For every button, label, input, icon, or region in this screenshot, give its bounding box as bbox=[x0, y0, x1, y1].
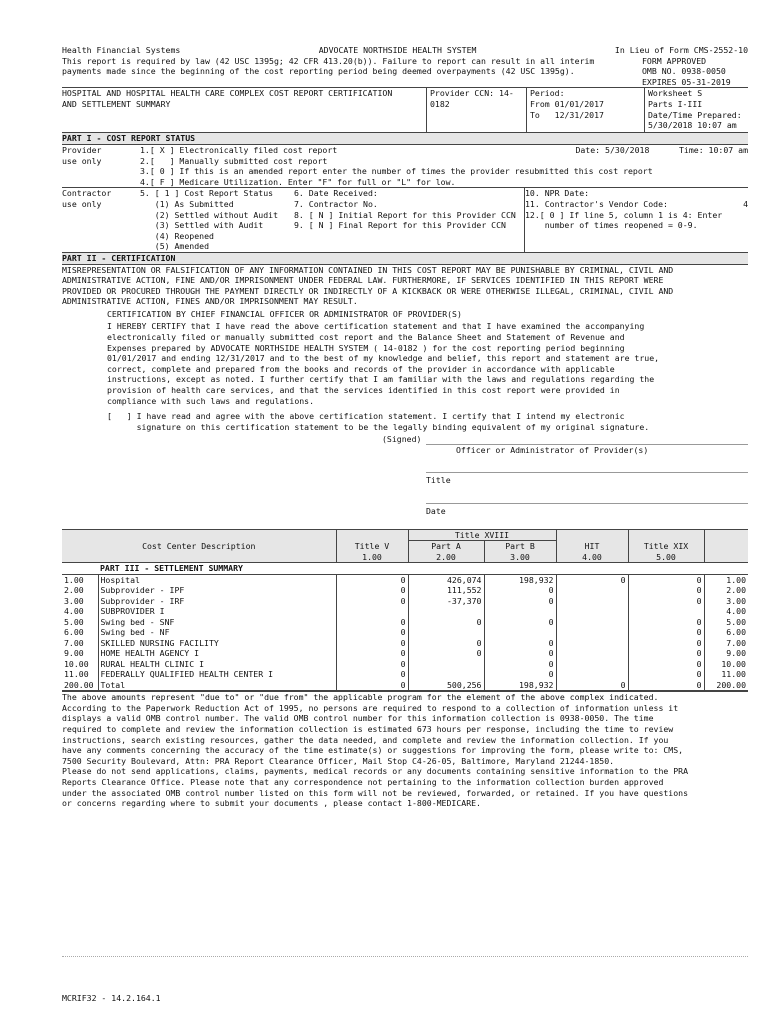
npr-item: 12.[ 0 ] If line 5, column 1 is 4: Enter bbox=[525, 209, 723, 220]
cell-value: 0 bbox=[484, 596, 556, 607]
line-number: 200.00 bbox=[64, 679, 94, 690]
paperwork-line: instructions, search existing resources, gather the data needed, and complete and review the information collection. If you bbox=[62, 734, 669, 745]
settlement-table bbox=[62, 529, 748, 692]
header-line3-text: payments made since the beginning of the cost reporting period being deemed overpayments (42 USC 1395g). bbox=[62, 66, 575, 77]
col-title-xix: Title XIX bbox=[628, 541, 704, 552]
npr-item: 10. NPR Date: bbox=[525, 188, 590, 199]
signature-line[interactable] bbox=[426, 434, 748, 445]
cost-center-desc: Hospital bbox=[98, 574, 336, 585]
period-label: Period: bbox=[530, 88, 565, 99]
status-item: 5. [ 1 ] Cost Report Status bbox=[140, 188, 274, 199]
table-row bbox=[62, 574, 748, 585]
period-to: To 12/31/2017 bbox=[530, 109, 604, 120]
cert-heading: CERTIFICATION BY CHIEF FINANCIAL OFFICER OR ADMINISTRATOR OF PROVIDER(S) bbox=[107, 308, 462, 319]
paperwork-line: Reports Clearance Office. Please note that any correspondence not pertaining to the information collection burden approved bbox=[62, 777, 664, 788]
receipt-item: 6. Date Received: bbox=[294, 188, 378, 199]
cert-line: electronically filed or manually submitted cost report and the Balance Sheet and Statement of Revenue and bbox=[107, 332, 625, 343]
provider-use-section bbox=[62, 145, 748, 187]
cell-value: 0 bbox=[336, 617, 408, 628]
item-manual: 2.[ ] Manually submitted cost report bbox=[140, 155, 328, 166]
cell-value: 0 bbox=[556, 680, 628, 691]
bottom-rule bbox=[62, 956, 748, 957]
paperwork-line: under the associated OMB control number listed on this form will not be reviewed, forwarded, or retained. If you have questions bbox=[62, 787, 689, 798]
cell-value: 0 bbox=[336, 585, 408, 596]
col-part-b: Part B bbox=[484, 541, 556, 552]
line-number-right: 7.00 bbox=[704, 638, 748, 649]
status-item: (5) Amended bbox=[140, 241, 210, 252]
vendor-code-row bbox=[525, 199, 748, 210]
warning-line: MISREPRESENTATION OR FALSIFICATION OF ANY INFORMATION CONTAINED IN THIS COST REPORT MAY BE PUNISHABLE BY CRIMINAL, CIVIL AND bbox=[62, 264, 674, 275]
receipt-column bbox=[294, 188, 525, 252]
cert-line: 01/01/2017 and ending 12/31/2017 and to the best of my knowledge and belief, this report and statement are true, bbox=[107, 353, 660, 364]
colnum: 2.00 bbox=[408, 552, 484, 563]
cell-value: 0 bbox=[628, 596, 704, 607]
contractor-use-section bbox=[62, 187, 748, 253]
line-number: 5.00 bbox=[64, 616, 84, 627]
cost-center-desc: RURAL HEALTH CLINIC I bbox=[98, 659, 336, 670]
line-number-right: 4.00 bbox=[704, 606, 748, 617]
cell-value bbox=[556, 606, 628, 617]
cell-value bbox=[408, 669, 484, 680]
cell-value: 0 bbox=[408, 638, 484, 649]
cert-line: compliance with such laws and regulations. bbox=[107, 395, 315, 406]
header-line3 bbox=[62, 66, 748, 77]
line-number-right: 10.00 bbox=[704, 659, 748, 670]
cell-value: 0 bbox=[628, 659, 704, 670]
cell-value bbox=[628, 606, 704, 617]
warning-line: PROVIDED OR PROCURED THROUGH THE PAYMENT DIRECTLY OR INDIRECTLY OF A KICKBACK OR WERE OTHERWISE ILLEGAL, CRIMINAL, CIVIL AND bbox=[62, 285, 674, 296]
cell-value: 0 bbox=[484, 659, 556, 670]
cell-value: 0 bbox=[484, 617, 556, 628]
cell-value: 0 bbox=[336, 638, 408, 649]
cell-value bbox=[556, 585, 628, 596]
line-number: 2.00 bbox=[64, 585, 84, 596]
line-number-right: 2.00 bbox=[704, 585, 748, 596]
line-number-right: 6.00 bbox=[704, 627, 748, 638]
prepared-time: Time: 10:07 am bbox=[678, 144, 748, 155]
table-row bbox=[62, 585, 748, 596]
paperwork-line: required to complete and review the information collection is estimated 673 hours per response, including the time to review bbox=[62, 724, 674, 735]
provider-items bbox=[140, 145, 748, 187]
cell-value: 0 bbox=[484, 648, 556, 659]
cost-center-desc: Subprovider - IPF bbox=[98, 585, 336, 596]
col-desc-header: Cost Center Description bbox=[142, 541, 256, 552]
report-header bbox=[62, 45, 748, 56]
cell-value: 111,552 bbox=[408, 585, 484, 596]
cell-value: 0 bbox=[336, 627, 408, 638]
col-hit: HIT bbox=[556, 541, 628, 552]
cell-value bbox=[556, 596, 628, 607]
cert-line: correct, complete and prepared from the books and records of the provider in accordance with applicable bbox=[107, 363, 615, 374]
date-time-value: 5/30/2018 10:07 am bbox=[648, 120, 737, 131]
footer-code: MCRIF32 - 14.2.164.1 bbox=[62, 993, 161, 1003]
vendor-code-value: 4 bbox=[743, 198, 748, 209]
paperwork-line: Please do not send applications, claims, payments, medical records or any documents containing sensitive information to the PRA bbox=[62, 766, 689, 777]
cell-value: 0 bbox=[336, 659, 408, 670]
header-left: Health Financial Systems bbox=[62, 45, 181, 55]
header-line4 bbox=[62, 77, 748, 88]
cell-value: 0 bbox=[628, 648, 704, 659]
vendor-code-label: 11. Contractor's Vendor Code: bbox=[525, 198, 668, 209]
cell-value: 0 bbox=[336, 680, 408, 691]
contractor-use-only: use only bbox=[62, 198, 102, 209]
receipt-item: 8. [ N ] Initial Report for this Provider CCN bbox=[294, 209, 516, 220]
status-column bbox=[140, 188, 294, 252]
expiry-date: EXPIRES 05-31-2019 bbox=[642, 76, 731, 87]
paperwork-line: 7500 Security Boulevard, Attn: PRA Report Clearance Officer, Mail Stop C4-26-05, Baltimore, Maryland 21244-1850. bbox=[62, 755, 615, 766]
colnum: 5.00 bbox=[628, 552, 704, 563]
cell-value: 0 bbox=[628, 627, 704, 638]
col-title-v: Title V bbox=[336, 541, 408, 552]
colnum: 3.00 bbox=[484, 552, 556, 563]
line-number-right: 11.00 bbox=[704, 669, 748, 680]
header-line2 bbox=[62, 56, 748, 67]
paperwork-line: have any comments concerning the accuracy of the time estimate(s) or suggestions for improving the form, please write to: CMS, bbox=[62, 745, 684, 756]
cell-value: 500,256 bbox=[408, 680, 484, 691]
table-row bbox=[62, 659, 748, 670]
contractor-use-label bbox=[62, 188, 140, 252]
provider-ccn: Provider CCN: 14-0182 bbox=[426, 88, 526, 132]
line-number: 6.00 bbox=[64, 627, 84, 638]
prepared-date-time bbox=[575, 145, 748, 156]
title-line[interactable] bbox=[426, 456, 748, 473]
warning-text bbox=[62, 265, 748, 307]
line-number-right: 200.00 bbox=[704, 680, 748, 691]
provider-label: Provider bbox=[62, 144, 102, 155]
warning-line: ADMINISTRATIVE ACTION, FINES AND/OR IMPRISONMENT MAY RESULT. bbox=[62, 296, 358, 307]
cell-value bbox=[556, 659, 628, 670]
cell-value bbox=[556, 617, 628, 628]
header-right: In Lieu of Form CMS-2552-10 bbox=[614, 45, 748, 55]
cost-center-desc: HOME HEALTH AGENCY I bbox=[98, 648, 336, 659]
cell-value: 0 bbox=[408, 617, 484, 628]
part2-heading: PART II - CERTIFICATION bbox=[62, 253, 748, 265]
receipt-item: 9. [ N ] Final Report for this Provider CCN bbox=[294, 220, 506, 231]
cell-value: 0 bbox=[628, 669, 704, 680]
cell-value bbox=[336, 606, 408, 617]
cost-center-desc: Subprovider - IRF bbox=[98, 596, 336, 607]
table-row bbox=[62, 680, 748, 691]
cert-line: provision of health care services, and that the services identified in this cost report were provided in bbox=[107, 385, 620, 396]
part1-heading: PART I - COST REPORT STATUS bbox=[62, 133, 748, 145]
receipt-item: 7. Contractor No. bbox=[294, 198, 378, 209]
line-number: 9.00 bbox=[64, 648, 84, 659]
line-number-right: 9.00 bbox=[704, 648, 748, 659]
date-time-label: Date/Time Prepared: bbox=[648, 109, 742, 120]
officer-label: Officer or Administrator of Provider(s) bbox=[456, 445, 649, 455]
line-number: 10.00 bbox=[64, 658, 89, 669]
colnum: 1.00 bbox=[336, 552, 408, 563]
title-label: Title bbox=[426, 474, 451, 485]
npr-item: number of times reopened = 0-9. bbox=[525, 220, 698, 231]
cell-value: 0 bbox=[628, 585, 704, 596]
use-only-label: use only bbox=[62, 155, 102, 166]
cell-value bbox=[408, 606, 484, 617]
date-line[interactable] bbox=[426, 485, 748, 504]
cell-value: 0 bbox=[484, 638, 556, 649]
cell-value: 0 bbox=[556, 574, 628, 585]
line-number: 7.00 bbox=[64, 637, 84, 648]
table-row bbox=[62, 669, 748, 680]
worksheet-label: Worksheet S bbox=[648, 88, 703, 99]
line-number-right: 5.00 bbox=[704, 617, 748, 628]
cell-value bbox=[556, 627, 628, 638]
esig-line: signature on this certification statement to be the legally binding equivalent of my original signature. bbox=[107, 421, 650, 432]
cell-value: -37,370 bbox=[408, 596, 484, 607]
cell-value: 0 bbox=[484, 585, 556, 596]
esig-checkbox-line: [ ] I have read and agree with the above certification statement. I certify that I intend my electronic bbox=[107, 411, 625, 422]
part3-heading: PART III - SETTLEMENT SUMMARY bbox=[100, 563, 243, 574]
item-electronic: 1.[ X ] Electronically filed cost report bbox=[140, 144, 338, 155]
line-number: 1.00 bbox=[64, 574, 84, 585]
line-number-right: 3.00 bbox=[704, 596, 748, 607]
table-row bbox=[62, 648, 748, 659]
header-center: ADVOCATE NORTHSIDE HEALTH SYSTEM bbox=[318, 45, 477, 55]
cert-line: Expenses prepared by ADVOCATE NORTHSIDE HEALTH SYSTEM ( 14-0182 ) for the cost reporting period beginning bbox=[107, 342, 625, 353]
warning-line: ADMINISTRATIVE ACTION, FINE AND/OR IMPRISONMENT UNDER FEDERAL LAW. FURTHERMORE, IF SERVICES IDENTIFIED IN THIS REPORT WERE bbox=[62, 275, 664, 286]
form-approved: FORM APPROVED bbox=[642, 55, 707, 66]
cert-line: I HEREBY CERTIFY that I have read the above certification statement and that I have examined the accompanying bbox=[107, 321, 645, 332]
cell-value: 0 bbox=[336, 669, 408, 680]
cell-value: 0 bbox=[628, 638, 704, 649]
period-box bbox=[526, 88, 644, 132]
line-number-right: 1.00 bbox=[704, 574, 748, 585]
table-row bbox=[62, 638, 748, 649]
cell-value bbox=[408, 627, 484, 638]
cost-center-desc: Total bbox=[98, 680, 336, 691]
line-number: 4.00 bbox=[64, 606, 84, 617]
paperwork-line: displays a valid OMB control number. The valid OMB control number for this information collection is 0938-0050. The time bbox=[62, 713, 654, 724]
paperwork-line: or concerns regarding where to submit your documents , please contact 1-800-MEDICARE. bbox=[62, 798, 481, 809]
colnum: 4.00 bbox=[556, 552, 628, 563]
omb-number: OMB NO. 0938-0050 bbox=[642, 66, 726, 77]
header-line2-text: This report is required by law (42 USC 1395g; 42 CFR 413.20(b)). Failure to report can result in all interim bbox=[62, 55, 595, 66]
title-line2: AND SETTLEMENT SUMMARY bbox=[62, 98, 171, 109]
title-xviii-header: Title XVIII bbox=[408, 529, 556, 541]
item-utilization: 4.[ F ] Medicare Utilization. Enter "F" for full or "L" for low. bbox=[140, 176, 456, 187]
cost-center-desc: SUBPROVIDER I bbox=[98, 606, 336, 617]
npr-column bbox=[525, 188, 748, 252]
cell-value bbox=[484, 606, 556, 617]
paperwork-notice bbox=[62, 703, 748, 809]
status-item: (2) Settled without Audit bbox=[140, 209, 279, 220]
parts-label: Parts I-III bbox=[648, 98, 703, 109]
cell-value: 0 bbox=[408, 648, 484, 659]
contractor-label: Contractor bbox=[62, 188, 112, 199]
cell-value: 0 bbox=[336, 596, 408, 607]
table-row bbox=[62, 617, 748, 628]
title-line1: HOSPITAL AND HOSPITAL HEALTH CARE COMPLEX COST REPORT CERTIFICATION bbox=[62, 88, 393, 99]
signature-block bbox=[62, 434, 748, 516]
cost-center-desc: Swing bed - SNF bbox=[98, 617, 336, 628]
document-page bbox=[62, 45, 748, 809]
provider-use-label bbox=[62, 145, 140, 187]
cost-center-desc: FEDERALLY QUALIFIED HEALTH CENTER I bbox=[98, 669, 336, 680]
status-item: (1) As Submitted bbox=[140, 198, 234, 209]
item-amended: 3.[ 0 ] If this is an amended report enter the number of times the provider resubmitted this cost report bbox=[140, 166, 653, 177]
cell-value bbox=[408, 659, 484, 670]
cell-value bbox=[556, 648, 628, 659]
paperwork-line: According to the Paperwork Reduction Act of 1995, no persons are required to respond to a collection of information unless it bbox=[62, 702, 679, 713]
status-item: (3) Settled with Audit bbox=[140, 220, 264, 231]
cell-value bbox=[556, 638, 628, 649]
prepared-date: Date: 5/30/2018 bbox=[575, 144, 650, 155]
line-number: 11.00 bbox=[64, 669, 89, 680]
status-item: (4) Reopened bbox=[140, 230, 214, 241]
cell-value: 0 bbox=[628, 574, 704, 585]
cert-line: instructions, except as noted. I further certify that I am familiar with the laws and regulations regarding the bbox=[107, 374, 655, 385]
cell-value bbox=[556, 669, 628, 680]
cost-center-desc: Swing bed - NF bbox=[98, 627, 336, 638]
table-row bbox=[62, 606, 748, 617]
date-label: Date bbox=[426, 506, 446, 517]
cell-value: 0 bbox=[336, 574, 408, 585]
cell-value: 0 bbox=[484, 669, 556, 680]
cell-value: 0 bbox=[628, 617, 704, 628]
certification-block bbox=[62, 309, 748, 433]
report-title bbox=[62, 88, 426, 132]
period-from: From 01/01/2017 bbox=[530, 98, 604, 109]
cell-value bbox=[484, 627, 556, 638]
cell-value: 198,932 bbox=[484, 680, 556, 691]
table-row bbox=[62, 627, 748, 638]
cell-value: 0 bbox=[336, 648, 408, 659]
worksheet-box bbox=[644, 88, 748, 132]
title-block bbox=[62, 87, 748, 133]
cell-value: 0 bbox=[628, 680, 704, 691]
signed-label: (Signed) bbox=[382, 434, 422, 445]
settlement-note: The above amounts represent "due to" or "due from" the applicable program for the element of the above complex indicated. bbox=[62, 691, 748, 703]
cost-center-desc: SKILLED NURSING FACILITY bbox=[98, 638, 336, 649]
settlement-rows bbox=[62, 574, 748, 691]
col-part-a: Part A bbox=[408, 541, 484, 552]
cell-value: 198,932 bbox=[484, 574, 556, 585]
cell-value: 426,074 bbox=[408, 574, 484, 585]
table-row bbox=[62, 596, 748, 607]
line-number: 3.00 bbox=[64, 595, 84, 606]
